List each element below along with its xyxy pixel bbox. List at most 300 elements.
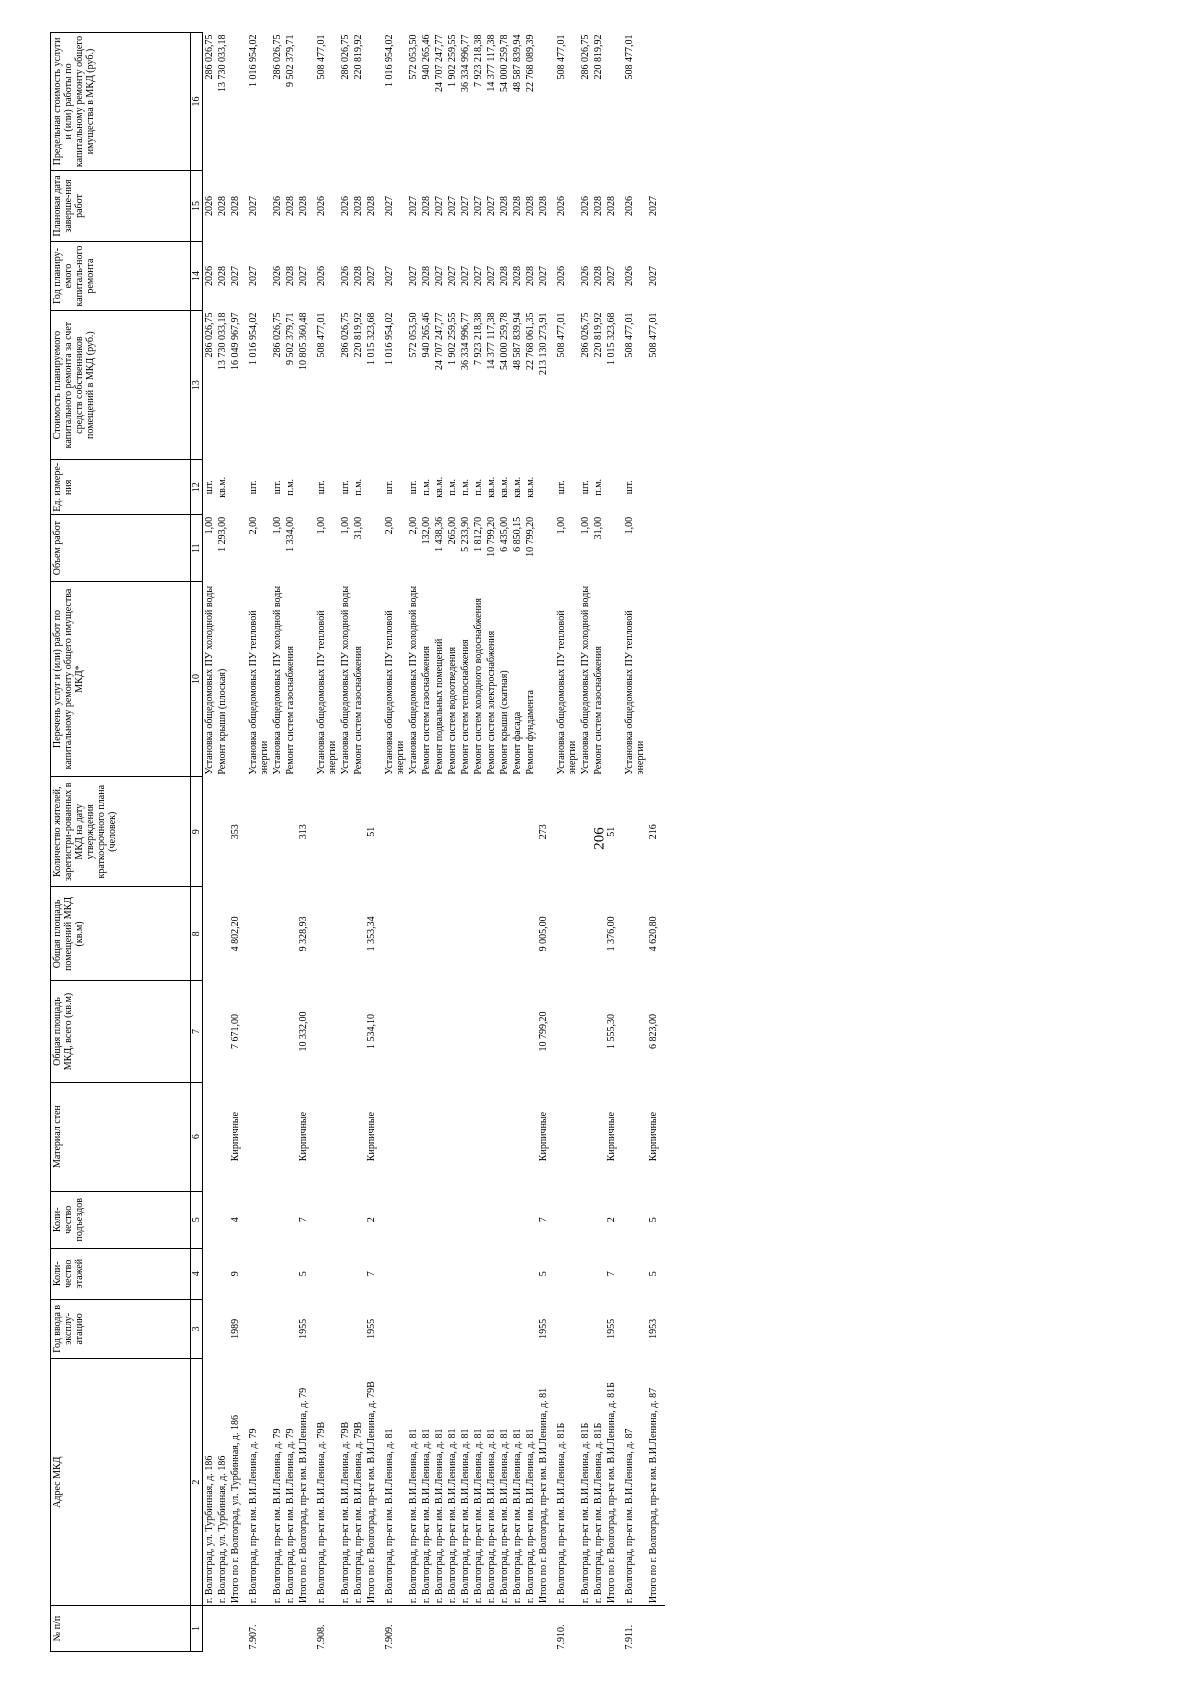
cell-col-11: 1,00 bbox=[272, 516, 283, 535]
header-cell: Общая площадь помещений МКД (кв.м) bbox=[51, 887, 191, 981]
cell-col-8: 4 802,20 bbox=[230, 916, 241, 952]
cell-col-12 bbox=[229, 460, 247, 515]
cell-col-13: 1 902 259,55 bbox=[447, 312, 458, 365]
table-row bbox=[247, 33, 271, 1652]
cell-col-13: 286 026,75 bbox=[272, 312, 283, 358]
table-body bbox=[203, 33, 666, 1652]
cell-col-3 bbox=[433, 1299, 446, 1359]
cell-col-1 bbox=[216, 1606, 229, 1652]
cell-col-13: 10 805 360,48 bbox=[298, 312, 309, 370]
cell-col-14: 2027 bbox=[434, 266, 445, 287]
cell-col-10: Установка общедомовых ПУ тепловой энергии bbox=[624, 610, 646, 775]
cell-col-12: п.м. bbox=[593, 478, 604, 496]
cell-col-2: Итого по г. Волгоград, пр-кт им. В.И.Ленина, д. 79В bbox=[365, 1359, 383, 1606]
cell-col-10: Установка общедомовых ПУ тепловой энергии bbox=[316, 610, 338, 775]
cell-col-1 bbox=[537, 1606, 555, 1652]
cell-col-8 bbox=[485, 887, 498, 981]
cell-col-4 bbox=[407, 1249, 420, 1300]
cell-col-10: Установка общедомовых ПУ холодной воды bbox=[580, 585, 591, 775]
cell-col-7 bbox=[555, 981, 579, 1082]
cell-col-1 bbox=[472, 1606, 485, 1652]
cell-col-16: 1 016 954,02 bbox=[248, 34, 259, 87]
cell-col-3 bbox=[315, 1299, 339, 1359]
cell-col-1 bbox=[579, 1606, 592, 1652]
cell-col-16 bbox=[229, 33, 247, 171]
cell-col-15: 2027 bbox=[248, 195, 259, 216]
cell-col-5 bbox=[203, 1191, 217, 1248]
cell-col-1 bbox=[420, 1606, 433, 1652]
cell-col-12: п.м. bbox=[421, 478, 432, 496]
column-number-cell: 1 bbox=[191, 1606, 203, 1652]
cell-col-8 bbox=[420, 887, 433, 981]
header-cell: № п/п bbox=[51, 1606, 191, 1652]
cell-col-14: 2028 bbox=[593, 266, 604, 287]
cell-col-5 bbox=[271, 1191, 284, 1248]
cell-col-9: 51 bbox=[366, 826, 377, 837]
column-number-cell: 14 bbox=[191, 242, 203, 311]
cell-col-14: 2028 bbox=[421, 266, 432, 287]
cell-col-16: 286 026,75 bbox=[340, 34, 351, 80]
cell-col-15: 2028 bbox=[285, 195, 296, 216]
cell-col-15: 2026 bbox=[204, 195, 215, 216]
cell-col-15: 2028 bbox=[421, 195, 432, 216]
cell-col-6 bbox=[271, 1082, 284, 1191]
cell-col-9 bbox=[216, 777, 229, 887]
cell-col-15: 2028 bbox=[298, 195, 309, 216]
table-row bbox=[511, 33, 524, 1652]
table-row bbox=[216, 33, 229, 1652]
table-row bbox=[229, 33, 247, 1652]
cell-col-15: 2028 bbox=[512, 195, 523, 216]
cell-col-6 bbox=[579, 1082, 592, 1191]
cell-col-14: 2027 bbox=[384, 266, 395, 287]
cell-col-16: 220 819,92 bbox=[593, 34, 604, 80]
cell-col-13: 24 707 247,77 bbox=[434, 312, 445, 370]
cell-col-8 bbox=[433, 887, 446, 981]
cell-col-13: 13 730 033,18 bbox=[217, 312, 228, 370]
cell-col-10: Ремонт систем газоснабжения bbox=[353, 646, 364, 775]
cell-col-6 bbox=[623, 1082, 647, 1191]
cell-col-13: 1 015 323,68 bbox=[606, 312, 617, 365]
cell-col-11: 1,00 bbox=[204, 516, 215, 535]
cell-col-5 bbox=[339, 1191, 352, 1248]
cell-col-3 bbox=[284, 1299, 297, 1359]
cell-col-5 bbox=[383, 1191, 407, 1248]
cell-col-10: Установка общедомовых ПУ холодной воды bbox=[204, 585, 215, 775]
cell-col-11 bbox=[297, 515, 315, 582]
cell-col-6 bbox=[247, 1082, 271, 1191]
cell-col-6 bbox=[315, 1082, 339, 1191]
cell-col-15: 2027 bbox=[648, 195, 659, 216]
cell-col-1 bbox=[203, 1606, 217, 1652]
cell-col-9 bbox=[459, 777, 472, 887]
cell-col-10: Ремонт систем холодного водоснабжения bbox=[473, 598, 484, 775]
cell-col-15: 2027 bbox=[460, 195, 471, 216]
header-cell: Объем работ bbox=[51, 515, 191, 582]
cell-col-11: 1 293,00 bbox=[217, 516, 228, 552]
cell-col-4: 9 bbox=[230, 1271, 241, 1277]
cell-col-15: 2026 bbox=[272, 195, 283, 216]
header-cell: Стоимость планируемого капитального ремонта за счет средств собственников помещений в МКД (руб.) bbox=[51, 310, 191, 459]
cell-col-2: г. Волгоград, пр-кт им. В.И.Ленина, д. 81 bbox=[485, 1359, 498, 1606]
cell-col-9 bbox=[433, 777, 446, 887]
cell-col-13: 508 477,01 bbox=[648, 312, 659, 358]
cell-col-14: 2026 bbox=[340, 266, 351, 287]
cell-col-1 bbox=[365, 1606, 383, 1652]
cell-col-13: 508 477,01 bbox=[556, 312, 567, 358]
cell-col-6 bbox=[555, 1082, 579, 1191]
cell-col-3 bbox=[407, 1299, 420, 1359]
cell-col-9 bbox=[315, 777, 339, 887]
header-cell: Адрес МКД bbox=[51, 1359, 191, 1606]
cell-col-6: Кирпичные bbox=[366, 1111, 377, 1162]
cell-col-14: 2027 bbox=[473, 266, 484, 287]
cell-col-8 bbox=[472, 887, 485, 981]
cell-col-3 bbox=[485, 1299, 498, 1359]
cell-col-12: шт. bbox=[384, 480, 395, 495]
cell-col-11 bbox=[647, 515, 665, 582]
cell-col-9: 216 bbox=[648, 824, 659, 840]
table-row bbox=[271, 33, 284, 1652]
cell-col-4 bbox=[420, 1249, 433, 1300]
cell-col-11: 5 233,90 bbox=[460, 516, 471, 552]
cell-col-8 bbox=[315, 887, 339, 981]
cell-col-7 bbox=[352, 981, 365, 1082]
cell-col-15: 2027 bbox=[434, 195, 445, 216]
cell-col-10: Ремонт крыши (плоская) bbox=[217, 668, 228, 775]
cell-col-7 bbox=[498, 981, 511, 1082]
cell-col-16 bbox=[297, 33, 315, 171]
cell-col-9 bbox=[498, 777, 511, 887]
cell-col-13: 36 334 996,77 bbox=[460, 312, 471, 370]
cell-col-2: г. Волгоград, пр-кт им. В.И.Ленина, д. 81 bbox=[511, 1359, 524, 1606]
table-row bbox=[498, 33, 511, 1652]
cell-col-12 bbox=[365, 460, 383, 515]
cell-col-7 bbox=[203, 981, 217, 1082]
cell-col-8: 4 620,80 bbox=[648, 916, 659, 952]
cell-col-2: г. Волгоград, пр-кт им. В.И.Ленина, д. 87 bbox=[623, 1359, 647, 1606]
cell-col-4: 5 bbox=[648, 1271, 659, 1277]
column-number-cell: 9 bbox=[191, 777, 203, 887]
cell-col-9 bbox=[271, 777, 284, 887]
cell-col-2: г. Волгоград, пр-кт им. В.И.Ленина, д. 79 bbox=[271, 1359, 284, 1606]
cell-col-4 bbox=[524, 1249, 537, 1300]
cell-col-4 bbox=[271, 1249, 284, 1300]
cell-col-3 bbox=[216, 1299, 229, 1359]
cell-col-12 bbox=[537, 460, 555, 515]
cell-col-6 bbox=[592, 1082, 605, 1191]
cell-col-8: 9 328,93 bbox=[298, 916, 309, 952]
cell-col-12 bbox=[647, 460, 665, 515]
cell-col-6 bbox=[446, 1082, 459, 1191]
header-cell: Количество жителей, зарегистри-рованных в МКД на дату утверждения краткосрочного плана (человек) bbox=[51, 777, 191, 887]
cell-col-4 bbox=[459, 1249, 472, 1300]
cell-col-5 bbox=[284, 1191, 297, 1248]
cell-col-5: 5 bbox=[648, 1217, 659, 1223]
cell-col-14: 2026 bbox=[624, 266, 635, 287]
column-number-cell: 10 bbox=[191, 581, 203, 776]
cell-col-3 bbox=[383, 1299, 407, 1359]
cell-col-14: 2028 bbox=[285, 266, 296, 287]
cell-col-5 bbox=[592, 1191, 605, 1248]
cell-col-15: 2028 bbox=[217, 195, 228, 216]
cell-col-16 bbox=[605, 33, 623, 171]
cell-col-3 bbox=[352, 1299, 365, 1359]
cell-col-5 bbox=[433, 1191, 446, 1248]
cell-col-4 bbox=[511, 1249, 524, 1300]
cell-col-13: 54 000 259,78 bbox=[499, 312, 510, 370]
column-number-cell: 11 bbox=[191, 515, 203, 582]
cell-col-10: Установка общедомовых ПУ тепловой энергии bbox=[384, 610, 406, 775]
cell-col-11: 2,00 bbox=[384, 516, 395, 535]
page-number: 206 bbox=[591, 827, 608, 850]
cell-col-11: 1 334,00 bbox=[285, 516, 296, 552]
cell-col-15: 2028 bbox=[230, 195, 241, 216]
cell-col-13: 940 265,46 bbox=[421, 312, 432, 358]
cell-col-14: 2028 bbox=[217, 266, 228, 287]
cell-col-7 bbox=[271, 981, 284, 1082]
column-number-cell: 7 bbox=[191, 981, 203, 1082]
table-row bbox=[407, 33, 420, 1652]
cell-col-5 bbox=[407, 1191, 420, 1248]
cell-col-7 bbox=[579, 981, 592, 1082]
cell-col-13: 286 026,75 bbox=[340, 312, 351, 358]
cell-col-13: 7 923 218,38 bbox=[473, 312, 484, 365]
cell-col-16: 36 334 996,77 bbox=[460, 34, 471, 92]
cell-col-8 bbox=[511, 887, 524, 981]
cell-col-1 bbox=[339, 1606, 352, 1652]
cell-col-14: 2027 bbox=[408, 266, 419, 287]
cell-col-3 bbox=[271, 1299, 284, 1359]
cell-col-6 bbox=[420, 1082, 433, 1191]
cell-col-13: 48 587 839,94 bbox=[512, 312, 523, 370]
cell-col-1 bbox=[605, 1606, 623, 1652]
cell-col-6 bbox=[524, 1082, 537, 1191]
cell-col-3: 1955 bbox=[606, 1318, 617, 1339]
cell-col-8 bbox=[247, 887, 271, 981]
cell-col-13: 286 026,75 bbox=[580, 312, 591, 358]
cell-col-10: Ремонт систем газоснабжения bbox=[285, 646, 296, 775]
cell-col-6 bbox=[216, 1082, 229, 1191]
cell-col-12: п.м. bbox=[353, 478, 364, 496]
cell-col-10: Ремонт подвальных помещений bbox=[434, 638, 445, 775]
cell-col-12: шт. bbox=[556, 480, 567, 495]
cell-col-16: 13 730 033,18 bbox=[217, 34, 228, 92]
cell-col-12: шт. bbox=[340, 480, 351, 495]
cell-col-8 bbox=[216, 887, 229, 981]
cell-col-1 bbox=[459, 1606, 472, 1652]
cell-col-2: г. Волгоград, пр-кт им. В.И.Ленина, д. 79В bbox=[339, 1359, 352, 1606]
cell-col-4 bbox=[315, 1249, 339, 1300]
cell-col-12: шт. bbox=[248, 480, 259, 495]
cell-col-15: 2027 bbox=[384, 195, 395, 216]
cell-col-7 bbox=[472, 981, 485, 1082]
cell-col-1 bbox=[446, 1606, 459, 1652]
cell-col-6 bbox=[498, 1082, 511, 1191]
cell-col-9 bbox=[579, 777, 592, 887]
cell-col-14: 2027 bbox=[460, 266, 471, 287]
cell-col-2: г. Волгоград, пр-кт им. В.И.Ленина, д. 81Б bbox=[592, 1359, 605, 1606]
cell-col-5 bbox=[352, 1191, 365, 1248]
cell-col-3: 1989 bbox=[230, 1318, 241, 1339]
cell-col-1: 7.908. bbox=[316, 1624, 327, 1650]
column-number-cell: 4 bbox=[191, 1249, 203, 1300]
cell-col-7 bbox=[216, 981, 229, 1082]
header-cell: Материал стен bbox=[51, 1082, 191, 1191]
capital-repair-table bbox=[50, 32, 665, 1652]
cell-col-14: 2027 bbox=[230, 266, 241, 287]
cell-col-8 bbox=[284, 887, 297, 981]
cell-col-1 bbox=[271, 1606, 284, 1652]
cell-col-14: 2026 bbox=[580, 266, 591, 287]
cell-col-16: 572 053,50 bbox=[408, 34, 419, 80]
cell-col-4 bbox=[555, 1249, 579, 1300]
cell-col-10: Ремонт фундамента bbox=[525, 690, 536, 775]
column-number-cell: 15 bbox=[191, 170, 203, 241]
cell-col-11: 1,00 bbox=[556, 516, 567, 535]
header-cell: Плановая дата заверше-ния работ bbox=[51, 170, 191, 241]
cell-col-9 bbox=[420, 777, 433, 887]
cell-col-7 bbox=[315, 981, 339, 1082]
cell-col-7 bbox=[623, 981, 647, 1082]
cell-col-1 bbox=[433, 1606, 446, 1652]
cell-col-11: 1 438,36 bbox=[434, 516, 445, 552]
cell-col-2: г. Волгоград, пр-кт им. В.И.Ленина, д. 81Б bbox=[579, 1359, 592, 1606]
cell-col-4 bbox=[623, 1249, 647, 1300]
cell-col-10: Установка общедомовых ПУ холодной воды bbox=[408, 585, 419, 775]
table-row bbox=[339, 33, 352, 1652]
cell-col-11: 1,00 bbox=[624, 516, 635, 535]
cell-col-16: 14 377 117,38 bbox=[486, 34, 497, 92]
cell-col-8 bbox=[555, 887, 579, 981]
cell-col-8 bbox=[383, 887, 407, 981]
cell-col-1 bbox=[511, 1606, 524, 1652]
cell-col-7 bbox=[511, 981, 524, 1082]
cell-col-8 bbox=[352, 887, 365, 981]
cell-col-1 bbox=[592, 1606, 605, 1652]
cell-col-4 bbox=[592, 1249, 605, 1300]
cell-col-3 bbox=[247, 1299, 271, 1359]
cell-col-11: 1,00 bbox=[340, 516, 351, 535]
cell-col-1 bbox=[352, 1606, 365, 1652]
cell-col-10 bbox=[605, 581, 623, 776]
cell-col-1 bbox=[229, 1606, 247, 1652]
cell-col-5 bbox=[216, 1191, 229, 1248]
header-cell: Общая площадь МКД, всего (кв.м) bbox=[51, 981, 191, 1082]
cell-col-6: Кирпичные bbox=[298, 1111, 309, 1162]
cell-col-16: 220 819,92 bbox=[353, 34, 364, 80]
cell-col-14: 2026 bbox=[556, 266, 567, 287]
cell-col-6: Кирпичные bbox=[606, 1111, 617, 1162]
cell-col-3 bbox=[524, 1299, 537, 1359]
cell-col-4: 5 bbox=[538, 1271, 549, 1277]
cell-col-10 bbox=[647, 581, 665, 776]
cell-col-11: 6 850,15 bbox=[512, 516, 523, 552]
cell-col-1: 7.910. bbox=[556, 1624, 567, 1650]
cell-col-4 bbox=[433, 1249, 446, 1300]
cell-col-13: 220 819,92 bbox=[593, 312, 604, 358]
cell-col-14: 2028 bbox=[512, 266, 523, 287]
cell-col-9: 353 bbox=[230, 824, 241, 840]
table-row bbox=[203, 33, 217, 1652]
header-cell: Предельная стоимость услуги и (или) работы по капитальному ремонту общего имущества в МКД (руб.) bbox=[51, 33, 191, 171]
table-row bbox=[592, 33, 605, 1652]
cell-col-3: 1953 bbox=[648, 1318, 659, 1339]
cell-col-9 bbox=[383, 777, 407, 887]
cell-col-2: г. Волгоград, пр-кт им. В.И.Ленина, д. 81 bbox=[498, 1359, 511, 1606]
cell-col-9 bbox=[592, 777, 605, 887]
cell-col-10: Ремонт систем электроснабжения bbox=[486, 630, 497, 775]
cell-col-12: п.м. bbox=[285, 478, 296, 496]
table-row bbox=[647, 33, 665, 1652]
cell-col-12: кв.м. bbox=[217, 476, 228, 498]
cell-col-4: 7 bbox=[606, 1271, 617, 1277]
table-row bbox=[623, 33, 647, 1652]
cell-col-5: 4 bbox=[230, 1217, 241, 1223]
cell-col-7: 1 534,10 bbox=[366, 1014, 377, 1049]
cell-col-11 bbox=[365, 515, 383, 582]
cell-col-14: 2026 bbox=[272, 266, 283, 287]
cell-col-9 bbox=[511, 777, 524, 887]
column-number-cell: 12 bbox=[191, 460, 203, 515]
cell-col-7 bbox=[459, 981, 472, 1082]
cell-col-2: г. Волгоград, пр-кт им. В.И.Ленина, д. 79В bbox=[315, 1359, 339, 1606]
cell-col-2: г. Волгоград, ул. Турбинная, д. 186 bbox=[216, 1359, 229, 1606]
cell-col-6 bbox=[459, 1082, 472, 1191]
cell-col-9: 273 bbox=[538, 824, 549, 840]
cell-col-6 bbox=[485, 1082, 498, 1191]
cell-col-15: 2028 bbox=[593, 195, 604, 216]
cell-col-14: 2026 bbox=[204, 266, 215, 287]
column-number-cell: 3 bbox=[191, 1299, 203, 1359]
cell-col-7: 10 332,00 bbox=[298, 1011, 309, 1052]
table-row bbox=[433, 33, 446, 1652]
cell-col-3 bbox=[339, 1299, 352, 1359]
column-number-row bbox=[191, 33, 203, 1652]
table-row bbox=[284, 33, 297, 1652]
cell-col-13: 220 819,92 bbox=[353, 312, 364, 358]
cell-col-15: 2027 bbox=[473, 195, 484, 216]
cell-col-14: 2028 bbox=[499, 266, 510, 287]
cell-col-10 bbox=[537, 581, 555, 776]
cell-col-2: г. Волгоград, пр-кт им. В.И.Ленина, д. 81 bbox=[446, 1359, 459, 1606]
cell-col-1 bbox=[297, 1606, 315, 1652]
cell-col-4 bbox=[498, 1249, 511, 1300]
cell-col-9: 313 bbox=[298, 824, 309, 840]
cell-col-5: 2 bbox=[366, 1217, 377, 1223]
cell-col-10: Ремонт систем газоснабжения bbox=[593, 646, 604, 775]
cell-col-7: 10 799,20 bbox=[538, 1011, 549, 1052]
cell-col-15: 2028 bbox=[538, 195, 549, 216]
cell-col-13: 1 016 954,02 bbox=[248, 312, 259, 365]
cell-col-4 bbox=[472, 1249, 485, 1300]
cell-col-8 bbox=[524, 887, 537, 981]
cell-col-3 bbox=[592, 1299, 605, 1359]
cell-col-4: 7 bbox=[366, 1271, 377, 1277]
cell-col-13: 22 768 061,35 bbox=[525, 312, 536, 370]
cell-col-7: 6 823,00 bbox=[648, 1014, 659, 1049]
cell-col-16: 1 902 259,55 bbox=[447, 34, 458, 87]
cell-col-16: 508 477,01 bbox=[556, 34, 567, 80]
cell-col-11: 1,00 bbox=[316, 516, 327, 535]
cell-col-16: 9 502 379,71 bbox=[285, 34, 296, 87]
cell-col-16: 940 265,46 bbox=[421, 34, 432, 80]
cell-col-14: 2027 bbox=[648, 266, 659, 287]
cell-col-15: 2026 bbox=[624, 195, 635, 216]
cell-col-7 bbox=[407, 981, 420, 1082]
cell-col-8: 9 005,00 bbox=[538, 916, 549, 952]
cell-col-5 bbox=[315, 1191, 339, 1248]
